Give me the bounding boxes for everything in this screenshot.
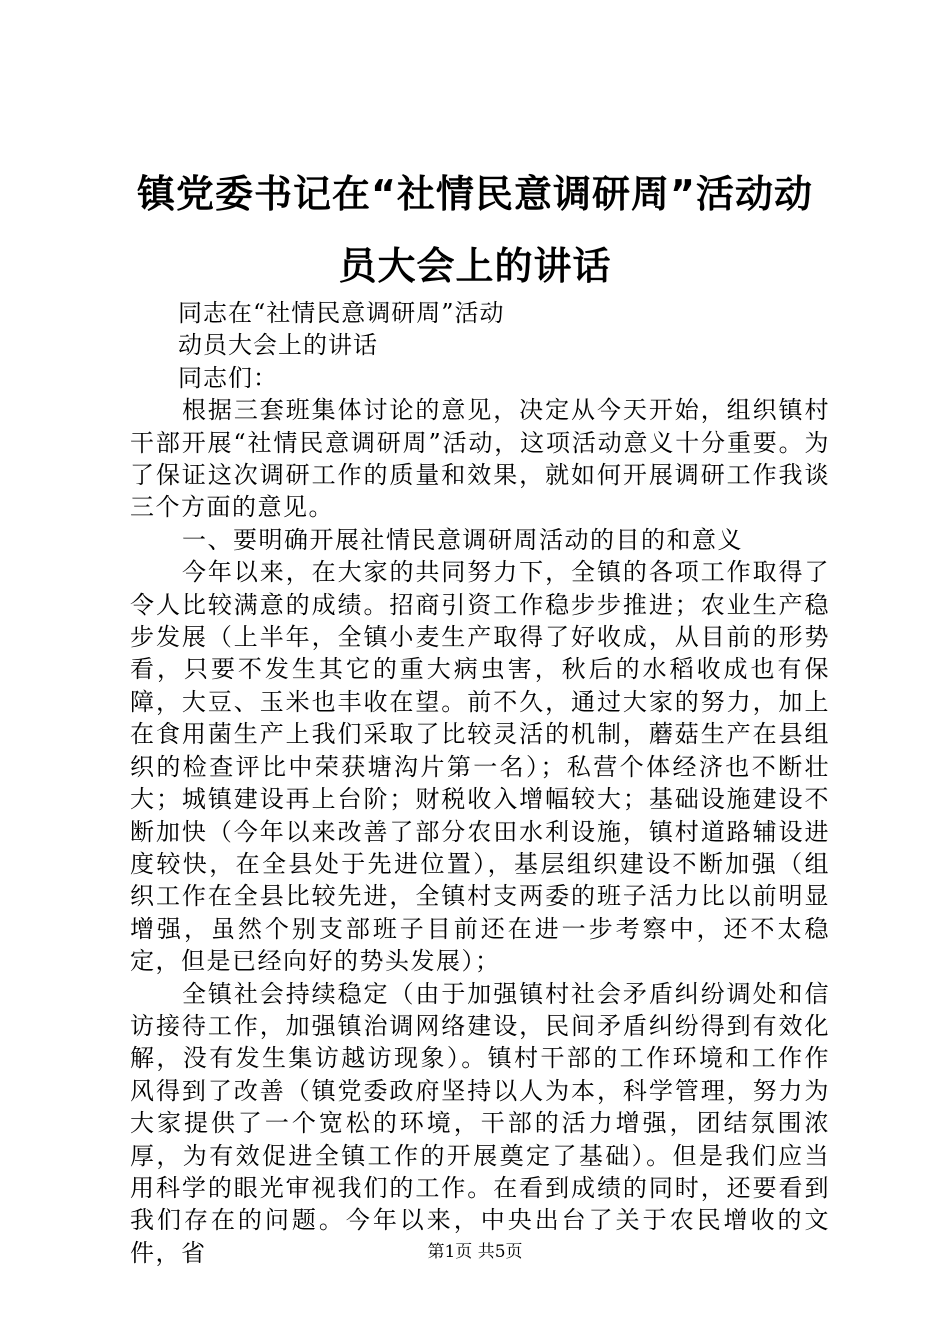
paragraph-achievements: 今年以来，在大家的共同努力下，全镇的各项工作取得了令人比较满意的成绩。招商引资工作稳步步推进；农业生产稳步发展（上半年，全镇小麦生产取得了好收成，从目前的形势看，只要不发生其它的重大病虫害，秋后的水稻收成也有保障，大豆、玉米也丰收在望。前不久，通过大家的努力，加上在食用菌生产上我们采取了比较灵活的机制，蘑菇生产在县组织的检查评比中荣获塘沟片第一名）；私营个体经济也不断壮大；城镇建设再上台阶；财税收入增幅较大；基础设施建设不断加快（今年以来改善了部分农田水利设施，镇村道路辅设进度较快，在全县处于先进位置），基层组织建设不断加强（组织工作在全县比较先进，全镇村支两委的班子活力比以前明显增强，虽然个别支部班子目前还在进一步考察中，还不太稳定，但是已经向好的势头发展）； [130,558,830,976]
document-title: 镇党委书记在“社情民意调研周”活动动员大会上的讲话 [137,172,813,288]
document-body [130,297,830,1269]
paragraph-intro: 根据三套班集体讨论的意见，决定从今天开始，组织镇村干部开展“社情民意调研周”活动，这项活动意义十分重要。为了保证这次调研工作的质量和效果，就如何开展调研工作我谈三个方面的意见。 [130,396,830,522]
salutation: 同志们： [178,363,278,392]
paragraph-stability: 全镇社会持续稳定（由于加强镇村社会矛盾纠纷调处和信访接待工作，加强镇治调网络建设，民间矛盾纠纷得到有效化解，没有发生集访越访现象）。镇村干部的工作环境和工作作风得到了改善（镇党委政府坚持以人为本，科学管理，努力为大家提供了一个宽松的环境，干部的活力增强，团结氛围浓厚，为有效促进全镇工作的开展奠定了基础）。但是我们应当用科学的眼光审视我们的工作。在看到成绩的同时，还要看到我们存在的问题。今年以来，中央出台了关于农民增收的文件，省 [130,979,830,1267]
subtitle-line-1: 同志在“社情民意调研周”活动 [178,299,505,327]
subtitle-line-2: 动员大会上的讲话 [178,331,378,360]
section-heading: 一、要明确开展社情民意调研周活动的目的和意义 [182,525,743,554]
page-footer: 第1页 共5页 [427,1242,523,1262]
